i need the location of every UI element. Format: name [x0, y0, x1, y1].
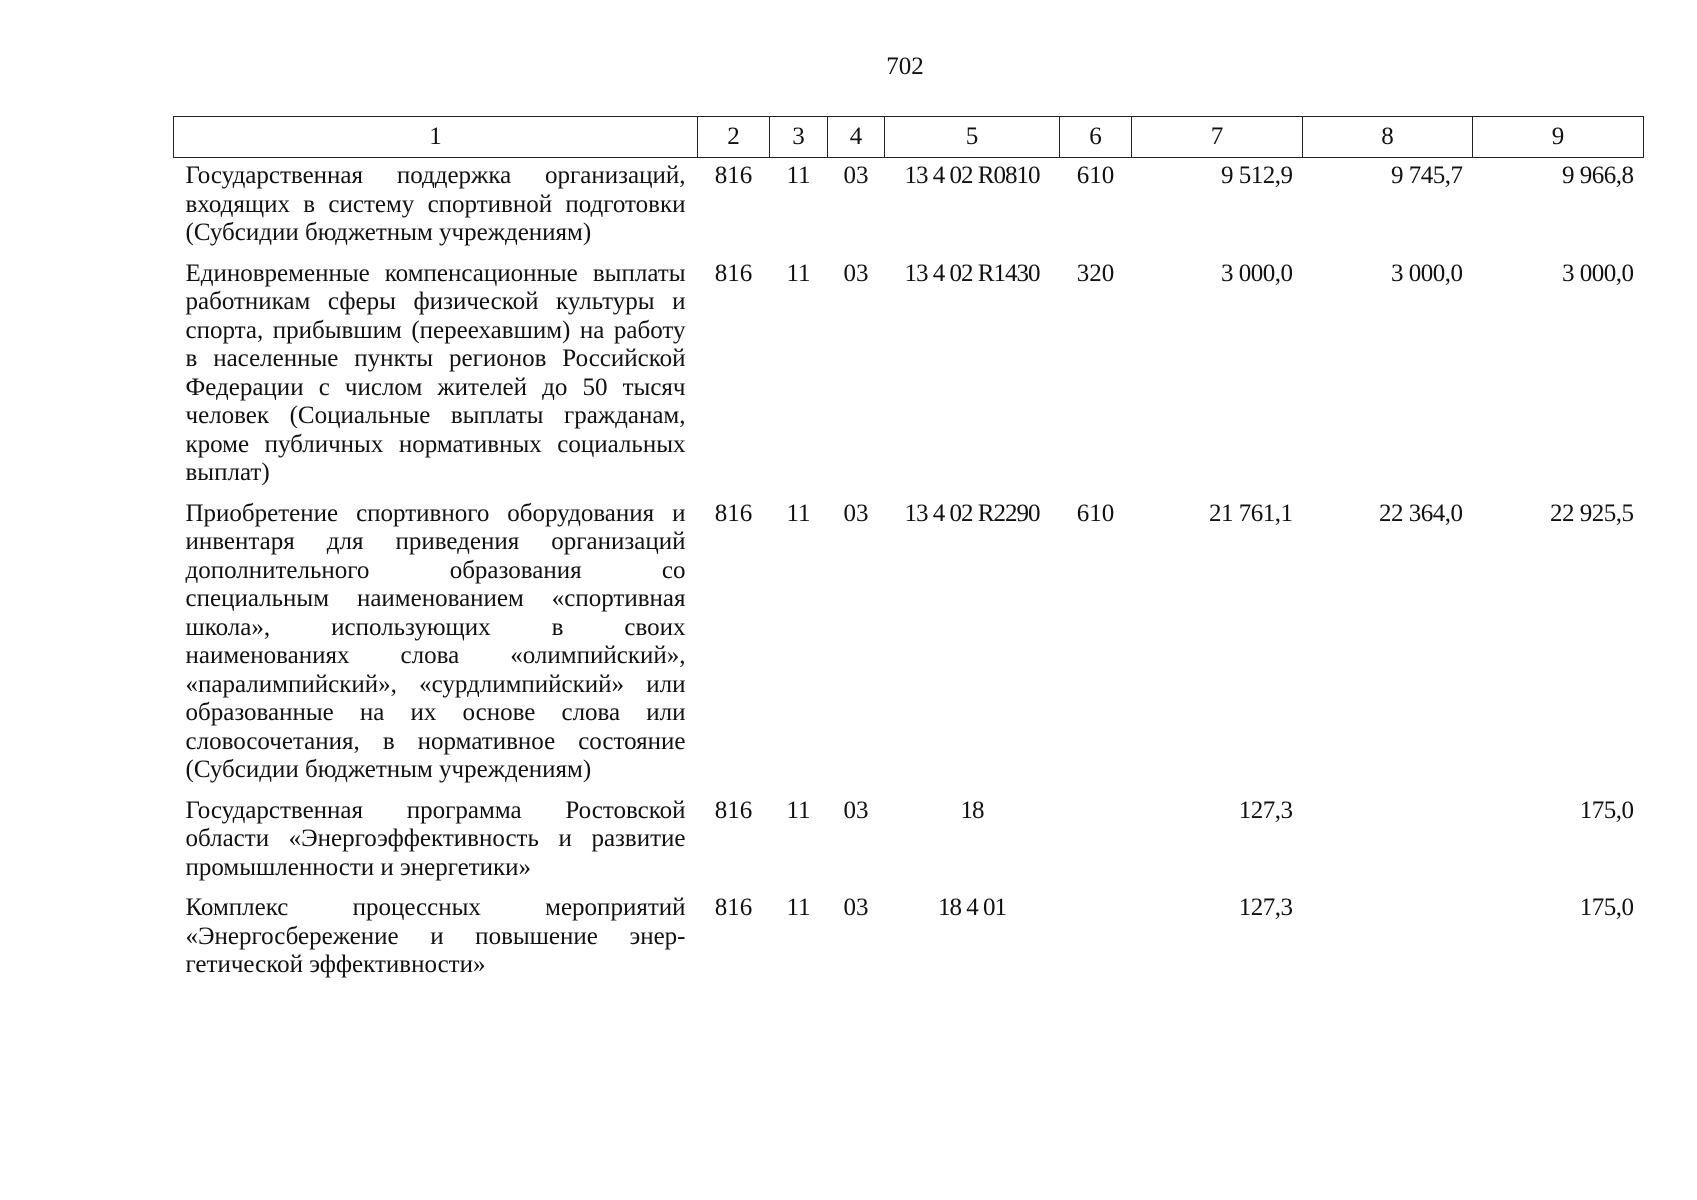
row-subsection-code: 03	[843, 162, 869, 189]
row-subsection-code: 03	[843, 259, 869, 287]
row-expense-type: 610	[1076, 499, 1115, 527]
header-col-8: 8	[1303, 117, 1473, 158]
header-col-6: 6	[1060, 117, 1132, 158]
row-amount-col-7: 3 000,0	[1221, 259, 1293, 287]
row-subsection-code: 03	[843, 796, 869, 824]
row-section-code: 11	[786, 894, 811, 921]
row-amount-col-9: 175,0	[1579, 894, 1634, 921]
row-ministry-code: 816	[714, 162, 753, 189]
budget-table	[173, 116, 1644, 992]
row-amount-col-8: 3 000,0	[1391, 259, 1463, 287]
row-expense-type: 320	[1076, 259, 1115, 287]
row-amount-col-8	[1303, 797, 1473, 895]
row-amount-col-8: 22 364,0	[1379, 499, 1463, 527]
table-row	[174, 500, 1644, 797]
row-target-article: 13 4 02 R0810	[904, 162, 1040, 189]
header-col-9: 9	[1473, 117, 1644, 158]
header-col-7: 7	[1132, 117, 1303, 158]
row-target-article: 18 4 01	[938, 894, 1006, 921]
header-col-1: 1	[174, 117, 698, 158]
table-header	[174, 117, 1644, 158]
row-ministry-code: 816	[714, 499, 753, 527]
row-amount-col-8: 9 745,7	[1391, 162, 1463, 189]
row-subsection-code: 03	[843, 499, 869, 527]
table-row	[174, 158, 1644, 260]
row-section-code: 11	[786, 499, 811, 527]
row-amount-col-9: 9 966,8	[1562, 162, 1634, 189]
table-row	[174, 894, 1644, 992]
row-amount-col-7: 21 761,1	[1209, 499, 1293, 527]
row-section-code: 11	[786, 162, 811, 189]
header-col-4: 4	[828, 117, 885, 158]
row-subsection-code: 03	[843, 894, 869, 921]
row-expense-type	[1060, 894, 1132, 992]
row-amount-col-7: 127,3	[1238, 796, 1293, 824]
header-row	[174, 117, 1644, 158]
row-section-code: 11	[786, 796, 811, 824]
header-col-2: 2	[698, 117, 770, 158]
row-name: Государственная поддержка организаций, входящих в систему спортивной подготовки (Субсидии бюджетным учреждениям)	[185, 162, 686, 246]
table-row	[174, 797, 1644, 895]
header-col-5: 5	[885, 117, 1060, 158]
page-number: 702	[886, 53, 924, 80]
row-expense-type: 610	[1076, 162, 1115, 189]
row-amount-col-7: 127,3	[1238, 894, 1293, 921]
row-ministry-code: 816	[714, 259, 753, 287]
row-target-article: 13 4 02 R2290	[904, 499, 1040, 527]
table-body	[174, 158, 1644, 992]
row-target-article: 18	[960, 796, 984, 824]
row-amount-col-9: 175,0	[1579, 796, 1634, 824]
row-amount-col-8	[1303, 894, 1473, 992]
row-expense-type	[1060, 797, 1132, 895]
row-section-code: 11	[786, 259, 811, 287]
table-row	[174, 260, 1644, 500]
row-ministry-code: 816	[714, 796, 753, 824]
row-name: Государственная программа Ростовской области «Энергоэффективность и развитие промышленности и энергетики»	[185, 796, 686, 881]
header-col-3: 3	[770, 117, 828, 158]
row-amount-col-7: 9 512,9	[1221, 162, 1293, 189]
row-name: Единовременные компенсационные выплаты работникам сферы физической культуры и спорта, прибывшим (переехавшим) на работу в населенные пункты регионов Российской Федерации с числом жителей до 50 тысяч человек (Социальные выплаты гражданам, кроме публичных нормативных социальных выплат)	[185, 259, 686, 486]
row-target-article: 13 4 02 R1430	[904, 259, 1040, 287]
row-name: Комплекс процессных мероприятий «Энергосбережение и повышение энергетической эффективности»	[185, 894, 686, 978]
row-name: Приобретение спортивного оборудования и инвентаря для приведения организаций дополнительного образования со специальным наименованием «спортивная школа», использующих в своих наименованиях слова «олимпийский», «паралимпийский», «сурдлимпийский» или образованные на их основе слова или словосочетания, в нормативное состояние (Субсидии бюджетным учреждениям)	[185, 499, 686, 783]
row-amount-col-9: 3 000,0	[1562, 259, 1634, 287]
row-ministry-code: 816	[714, 894, 753, 921]
row-amount-col-9: 22 925,5	[1550, 499, 1634, 527]
